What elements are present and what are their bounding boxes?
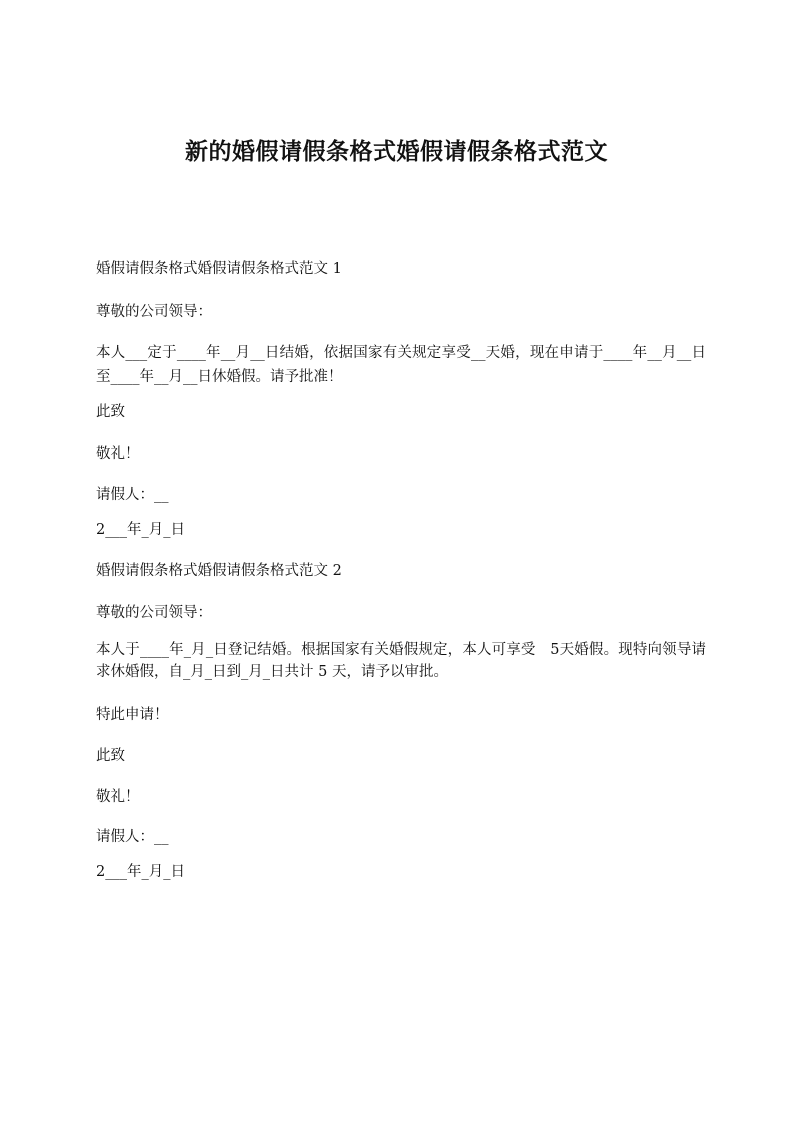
section-1-salutation: 尊敬的公司领导： — [96, 304, 212, 320]
section-1-closing-1: 此致 — [96, 404, 125, 420]
section-1-heading: 婚假请假条格式婚假请假条格式范文 1 — [96, 261, 342, 277]
section-2-closing-1: 此致 — [96, 748, 125, 764]
section-2-applicant: 请假人：__ — [96, 829, 169, 845]
section-2-salutation: 尊敬的公司领导： — [96, 605, 212, 621]
section-2-heading: 婚假请假条格式婚假请假条格式范文 2 — [96, 563, 342, 579]
section-2-date: 2___年_月_日 — [96, 864, 185, 880]
section-2-request: 特此申请！ — [96, 707, 169, 723]
section-2-body: 本人于____年_月_日登记结婚。根据国家有关婚假规定，本人可享受 5天婚假。现特向领导请求休婚假，自_月_日到_月_日共计 5 天，请予以审批。 — [96, 642, 706, 680]
section-1-date: 2___年_月_日 — [96, 522, 185, 538]
section-1-applicant: 请假人：__ — [96, 487, 169, 503]
section-1-body: 本人___定于____年__月__日结婚，依据国家有关规定享受__天婚，现在申请于____年__月__日至____年__月__日休婚假。请予批准！ — [96, 345, 706, 385]
section-1-closing-2: 敬礼！ — [96, 446, 140, 462]
section-2-closing-2: 敬礼！ — [96, 789, 140, 805]
document-title: 新的婚假请假条格式婚假请假条格式范文 — [185, 138, 608, 165]
